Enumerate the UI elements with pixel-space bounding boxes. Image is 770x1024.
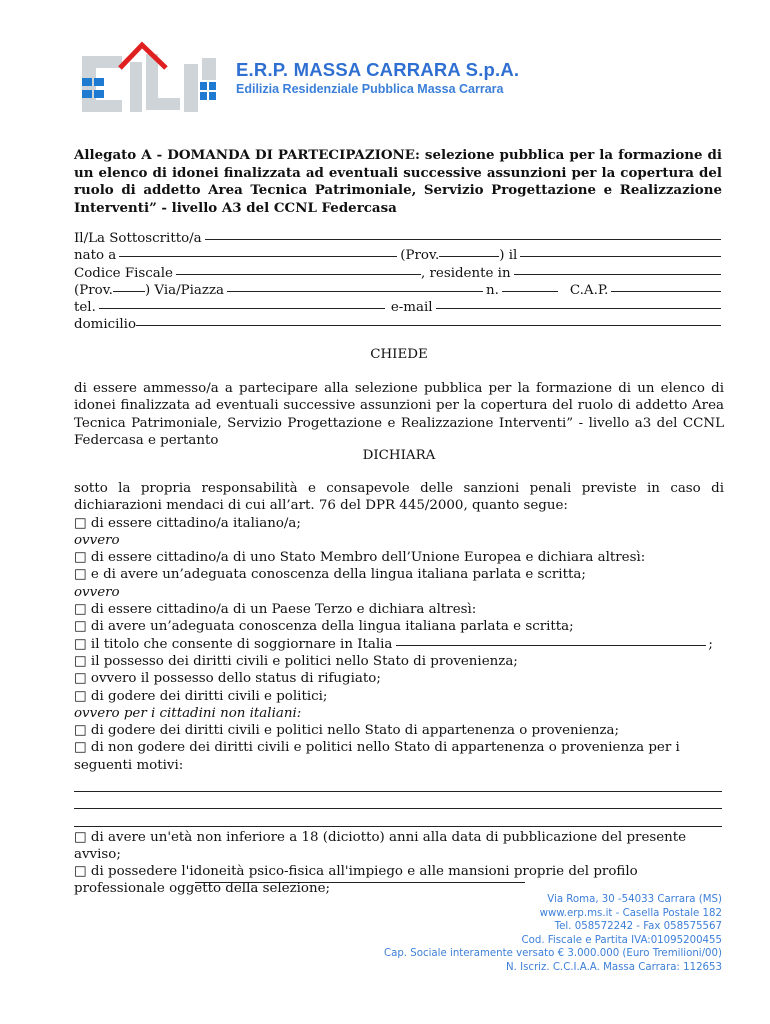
checkbox-lingua-ue[interactable]: □ e di avere un’adeguata conoscenza della lingua italiana parlata e scritta; xyxy=(74,567,586,583)
row-nascita xyxy=(74,247,724,264)
applicant-form xyxy=(74,230,724,334)
residente-label: , residente in xyxy=(420,265,511,281)
checkbox-diritti-civili[interactable]: □ di godere dei diritti civili e politici; xyxy=(74,688,328,704)
checkbox-cittadino-italiano[interactable]: □ di essere cittadino/a italiano/a; xyxy=(74,515,301,531)
codice-fiscale-field[interactable] xyxy=(176,274,421,275)
footer-web: www.erp.ms.it - Casella Postale 182 xyxy=(539,907,722,919)
footer-cciaa: N. Iscriz. C.C.I.A.A. Massa Carrara: 112653 xyxy=(505,961,722,973)
sottoscritto-field[interactable] xyxy=(205,239,721,240)
footer-tel-fax: Tel. 058572242 - Fax 058575567 xyxy=(554,921,722,932)
nato-a-label: nato a xyxy=(74,248,117,264)
email-label: e-mail xyxy=(390,300,433,316)
domicilio-field[interactable] xyxy=(136,325,721,326)
checkbox-eta[interactable]: □ di avere un'età non inferiore a 18 (diciotto) anni alla data di pubblicazione del presente avviso; xyxy=(74,829,687,862)
via-piazza-field[interactable] xyxy=(227,291,483,292)
row-contatti xyxy=(74,299,724,316)
prov-nascita-field[interactable] xyxy=(439,256,499,257)
ovvero-label: ovvero xyxy=(74,532,120,548)
footer-codice-fiscale: Cod. Fiscale e Partita IVA:01095200455 xyxy=(521,934,722,946)
tel-label: tel. xyxy=(74,300,96,316)
cap-field[interactable] xyxy=(611,291,721,292)
declaration-intro: sotto la propria responsabilità e consapevole delle sanzioni penali previste in caso di dichiarazioni mendaci di cui all’art. 76 del DPR 445/2000, quanto segue: xyxy=(74,481,724,514)
checkbox-lingua-terzo[interactable]: □ di avere un’adeguata conoscenza della lingua italiana parlata e scritta; xyxy=(74,619,574,635)
checkbox-cittadino-ue[interactable]: □ di essere cittadino/a di uno Stato Membro dell’Unione Europea e dichiara altresì: xyxy=(74,550,646,566)
codice-fiscale-label: Codice Fiscale xyxy=(74,265,173,281)
row-domicilio xyxy=(74,316,724,333)
prov-label: (Prov. xyxy=(400,248,440,264)
non-italiani-label: ovvero per i cittadini non italiani: xyxy=(74,705,302,721)
checkbox-rifugiato[interactable]: □ ovvero il possesso dello status di rifugiato; xyxy=(74,671,381,687)
row-codice-fiscale xyxy=(74,265,724,282)
prov-residenza-label: (Prov. xyxy=(74,282,113,298)
footer-address: Via Roma, 30 -54033 Carrara (MS) xyxy=(547,894,722,905)
sottoscritto-label: Il/La Sottoscritto/a xyxy=(74,231,202,246)
declarations xyxy=(74,480,724,898)
row-indirizzo xyxy=(74,282,724,299)
email-field[interactable] xyxy=(436,308,721,309)
row-sottoscritto xyxy=(74,230,724,247)
via-piazza-label: ) Via/Piazza xyxy=(144,282,224,298)
data-nascita-field[interactable] xyxy=(520,256,721,257)
cap-label: C.A.P. xyxy=(569,282,609,298)
residenza-field[interactable] xyxy=(514,274,721,275)
document-title: Allegato A - DOMANDA DI PARTECIPAZIONE: selezione pubblica per la formazione di un elenco di idonei finalizzata ad eventuali successive assunzioni per la copertura del ruolo di addetto Area Tecnica Patrimoniale, Servizio Progettazione e Realizzazione Interventi” - livello A3 del CCNL Federcasa xyxy=(74,147,722,216)
motivi-field-3[interactable] xyxy=(74,809,722,827)
checkbox-diritti-provenienza[interactable]: □ il possesso dei diritti civili e politici nello Stato di provenienza; xyxy=(74,653,518,669)
checkbox-titolo-soggiorno[interactable]: □ il titolo che consente di soggiornare in Italia xyxy=(74,636,393,652)
motivi-field-1[interactable] xyxy=(74,774,722,792)
chiede-heading: CHIEDE xyxy=(370,347,428,362)
domicilio-label: domicilio xyxy=(74,317,137,333)
telefono-field[interactable] xyxy=(99,308,385,309)
numero-civico-field[interactable] xyxy=(502,291,558,292)
erp-building-logo-icon xyxy=(80,40,232,114)
checkbox-paese-terzo[interactable]: □ di essere cittadino/a di un Paese Terzo e dichiara altresì: xyxy=(74,602,477,618)
prov-residenza-field[interactable] xyxy=(113,291,145,292)
checkbox-non-godere[interactable]: □ di non godere dei diritti civili e politici nello Stato di appartenenza o provenienza per i seguenti motivi: xyxy=(74,740,680,773)
dichiara-heading: DICHIARA xyxy=(362,448,436,463)
footer-divider xyxy=(195,882,525,883)
company-subtitle: Edilizia Residenziale Pubblica Massa Carrara xyxy=(236,82,504,96)
checkbox-godere-appartenenza[interactable]: □ di godere dei diritti civili e politici nello Stato di appartenenza o provenienza; xyxy=(74,723,620,739)
footer-contacts xyxy=(384,893,722,974)
motivi-field-2[interactable] xyxy=(74,792,722,810)
company-name: E.R.P. MASSA CARRARA S.p.A. xyxy=(236,59,520,80)
ovvero-label-2: ovvero xyxy=(74,584,120,600)
row-titolo-soggiorno xyxy=(74,636,724,653)
request-paragraph: di essere ammesso/a a partecipare alla selezione pubblica per la formazione di un elenco di idonei finalizzata ad eventuali successive assunzioni per la copertura del ruolo di addetto Area Tecnica Patrimoniale, Servizio Progettazione e Realizzazione Interventi” - livello a3 del CCNL Federcasa e pertanto xyxy=(74,381,724,448)
data-nascita-label: ) il xyxy=(499,248,518,264)
checkbox-idoneita[interactable]: □ di possedere l'idoneità psico-fisica all'impiego e alle mansioni proprie del profilo professionale oggetto della selezione; xyxy=(74,864,638,897)
luogo-nascita-field[interactable] xyxy=(119,256,397,257)
titolo-soggiorno-field[interactable] xyxy=(396,645,706,646)
numero-label: n. xyxy=(486,282,499,298)
footer-capitale: Cap. Sociale interamente versato € 3.000.000 (Euro Tremilioni/00) xyxy=(383,948,722,959)
titolo-soggiorno-end: ; xyxy=(708,636,713,652)
